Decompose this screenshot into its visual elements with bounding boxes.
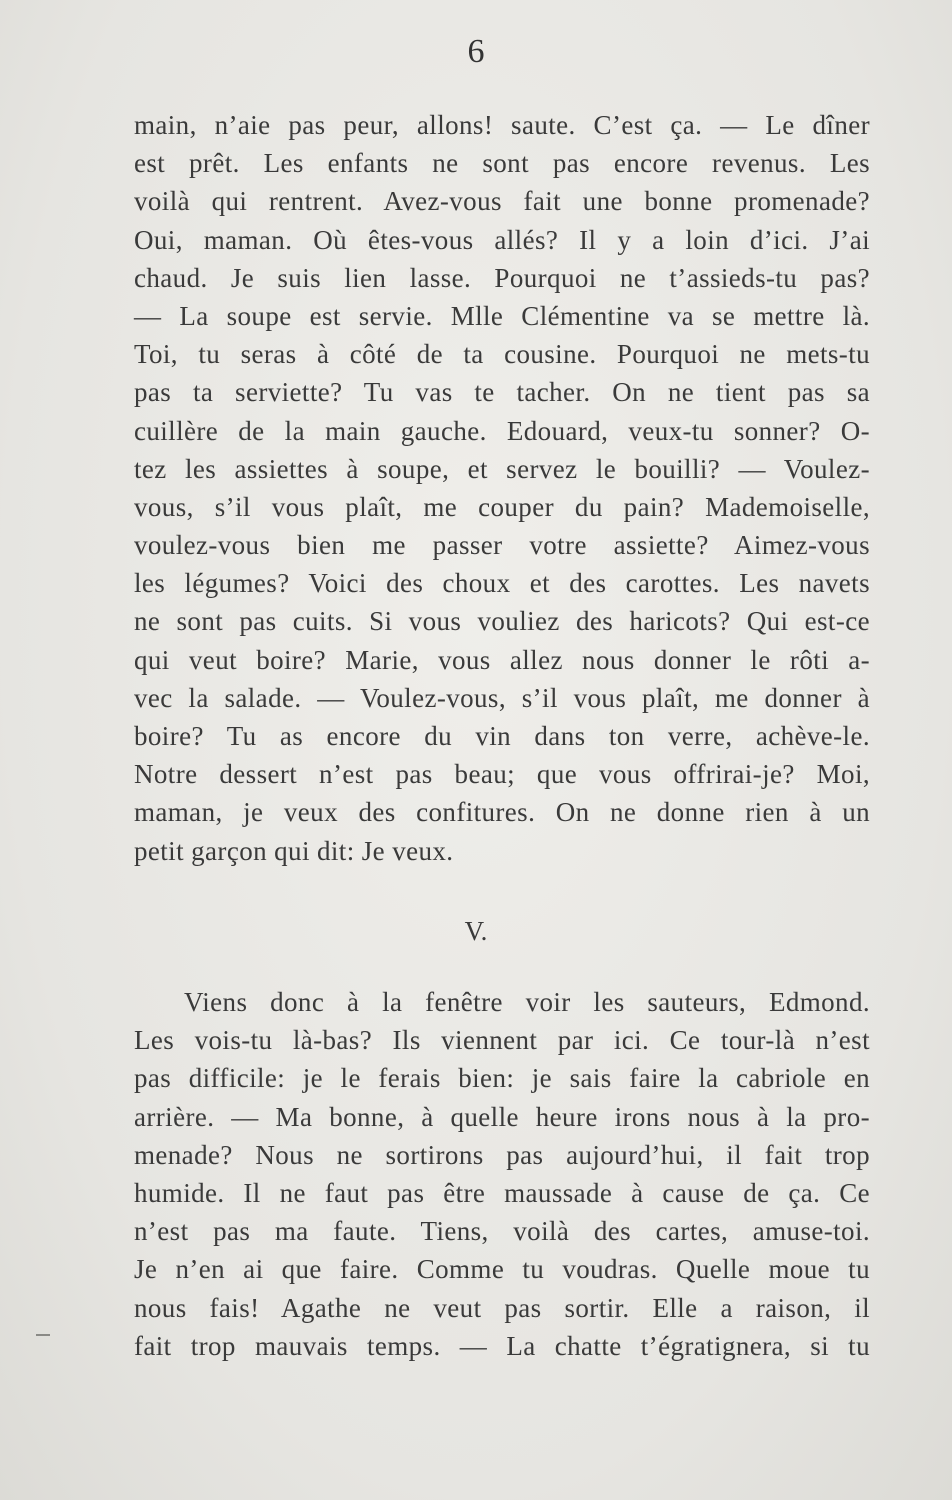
text-line: maman, je veux des confitures. On ne donne rien à un (134, 797, 870, 828)
text-line: cuillère de la main gauche. Edouard, veux-tu sonner? O- (134, 415, 870, 446)
text-line: est prêt. Les enfants ne sont pas encore revenus. Les (134, 148, 870, 179)
text-line: arrière. — Ma bonne, à quelle heure irons nous à la pro- (134, 1101, 870, 1132)
text-line: nous fais! Agathe ne veut pas sortir. Elle a raison, il (134, 1292, 870, 1323)
text-line: chaud. Je suis lien lasse. Pourquoi ne t’assieds-tu pas? (134, 262, 870, 293)
text-line: Les vois-tu là-bas? Ils viennent par ici. Ce tour-là n’est (134, 1025, 870, 1056)
text-line: ne sont pas cuits. Si vous vouliez des haricots? Qui est-ce (134, 606, 870, 637)
text-line: voulez-vous bien me passer votre assiette? Aimez-vous (134, 530, 870, 561)
section-heading: V. (464, 916, 488, 946)
text-line: humide. Il ne faut pas être maussade à cause de ça. Ce (134, 1177, 870, 1208)
text-line: vous, s’il vous plaît, me couper du pain? Mademoiselle, (134, 491, 870, 522)
margin-dash-mark (36, 1334, 50, 1336)
text-line: Notre dessert n’est pas beau; que vous offrirai-je? Moi, (134, 759, 870, 790)
page-number: 6 (467, 33, 485, 70)
text-line: main, n’aie pas peur, allons! saute. C’est ça. — Le dîner (134, 110, 870, 140)
text-line: pas ta serviette? Tu vas te tacher. On ne tient pas sa (134, 377, 870, 408)
text-line: — La soupe est servie. Mlle Clémentine va se mettre là. (134, 300, 870, 331)
text-line: boire? Tu as encore du vin dans ton verre, achève-le. (134, 721, 870, 751)
text-line: voilà qui rentrent. Avez-vous fait une bonne promenade? (134, 186, 870, 217)
text-line: pas difficile: je le ferais bien: je sais faire la cabriole en (134, 1063, 870, 1094)
text-line: menade? Nous ne sortirons pas aujourd’hui, il fait trop (134, 1139, 870, 1170)
text-line: Toi, tu seras à côté de ta cousine. Pourquoi ne mets-tu (134, 339, 870, 370)
paragraph-window-dialogue (134, 983, 870, 1365)
text-line: Oui, maman. Où êtes-vous allés? Il y a loin d’ici. J’ai (134, 224, 870, 255)
paragraph-dinner-dialogue (134, 106, 870, 870)
text-line: fait trop mauvais temps. — La chatte t’égratignera, si tu (134, 1330, 870, 1361)
text-line: Viens donc à la fenêtre voir les sauteurs, Edmond. (184, 987, 870, 1017)
text-line: petit garçon qui dit: Je veux. (134, 835, 454, 866)
text-line: vec la salade. — Voulez-vous, s’il vous plaît, me donner à (134, 682, 870, 713)
text-line: qui veut boire? Marie, vous allez nous donner le rôti a- (134, 644, 870, 675)
text-line: Je n’en ai que faire. Comme tu voudras. Quelle moue tu (134, 1254, 870, 1285)
text-line: n’est pas ma faute. Tiens, voilà des cartes, amuse-toi. (134, 1216, 870, 1247)
text-line: tez les assiettes à soupe, et servez le bouilli? — Voulez- (134, 453, 870, 484)
text-line: les légumes? Voici des choux et des carottes. Les navets (134, 568, 870, 599)
